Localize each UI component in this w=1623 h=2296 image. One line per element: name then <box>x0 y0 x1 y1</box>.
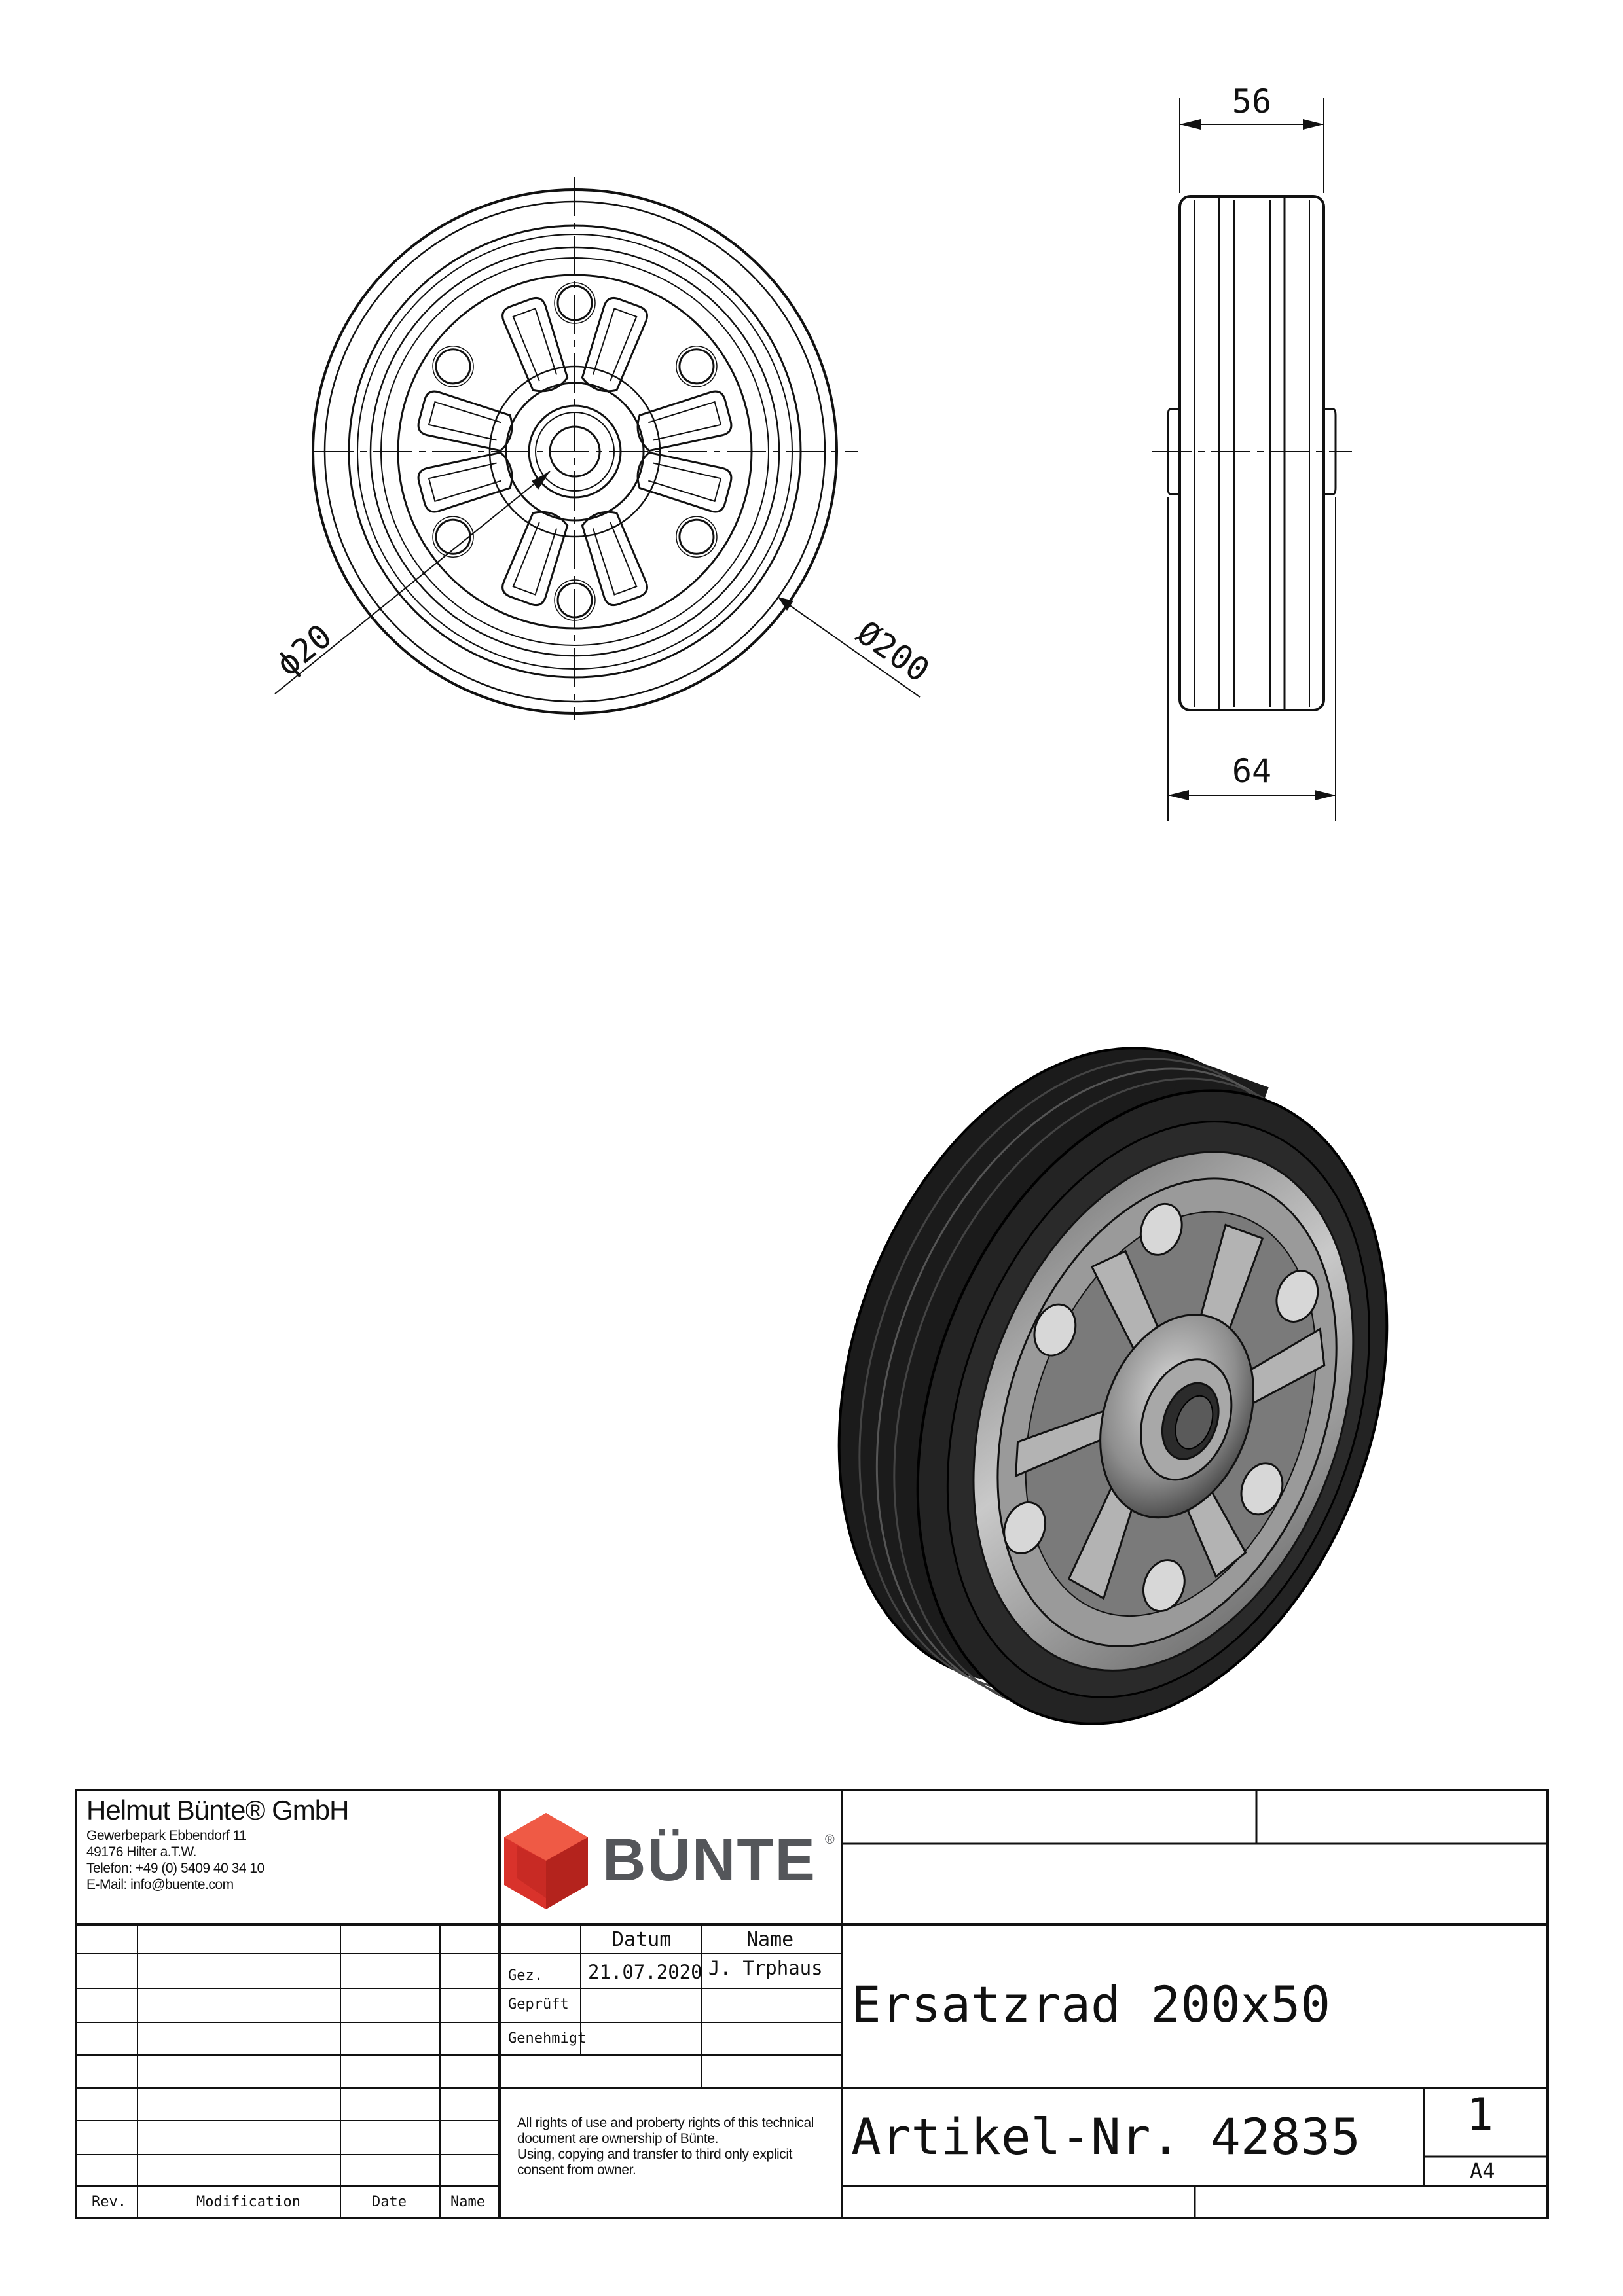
sheet-format: A4 <box>1470 2159 1495 2183</box>
col-name: Name <box>746 1928 794 1951</box>
company-email: E-Mail: info@buente.com <box>86 1877 234 1892</box>
drawn-name: J. Trphaus <box>708 1957 823 1979</box>
notice-line-4: consent from owner. <box>517 2162 636 2178</box>
logo-registered: ® <box>825 1833 835 1847</box>
isometric-wheel-view <box>751 982 1474 1790</box>
drawn-date: 21.07.2020 <box>588 1961 702 1983</box>
company-street: Gewerbepark Ebbendorf 11 <box>86 1828 247 1843</box>
col-datum: Datum <box>612 1928 672 1951</box>
rev-header: Rev. <box>92 2194 126 2210</box>
name-header: Name <box>450 2194 485 2210</box>
overall-width-dimension: 64 <box>1231 752 1272 790</box>
notice-line-3: Using, copying and transfer to third only explicit <box>517 2147 793 2162</box>
logo-wordmark: BÜNTE <box>602 1827 816 1893</box>
front-view <box>275 177 920 720</box>
company-name: Helmut Bünte® GmbH <box>86 1795 349 1825</box>
date-header: Date <box>372 2194 407 2210</box>
side-view <box>1152 98 1352 821</box>
company-phone: Telefon: +49 (0) 5409 40 34 10 <box>86 1861 264 1876</box>
part-title: Ersatzrad 200x50 <box>851 1975 1331 2034</box>
rim-width-dimension: 56 <box>1231 82 1272 120</box>
sheet-number: 1 <box>1467 2089 1493 2141</box>
notice-line-1: All rights of use and proberty rights of this technical <box>517 2115 814 2130</box>
company-city: 49176 Hilter a.T.W. <box>86 1844 196 1859</box>
hub-bore-dimension: ϕ20 <box>269 617 339 684</box>
drawn-label: Gez. <box>508 1967 543 1984</box>
article-number: Artikel-Nr. 42835 <box>851 2108 1360 2166</box>
outer-diameter-dimension: Ø200 <box>850 613 937 690</box>
approved-label: Genehmigt <box>508 2030 587 2047</box>
checked-label: Geprüft <box>508 1996 569 2013</box>
buente-logo-icon <box>504 1813 588 1909</box>
notice-line-2: document are ownership of Bünte. <box>517 2131 719 2146</box>
modification-header: Modification <box>196 2194 301 2210</box>
